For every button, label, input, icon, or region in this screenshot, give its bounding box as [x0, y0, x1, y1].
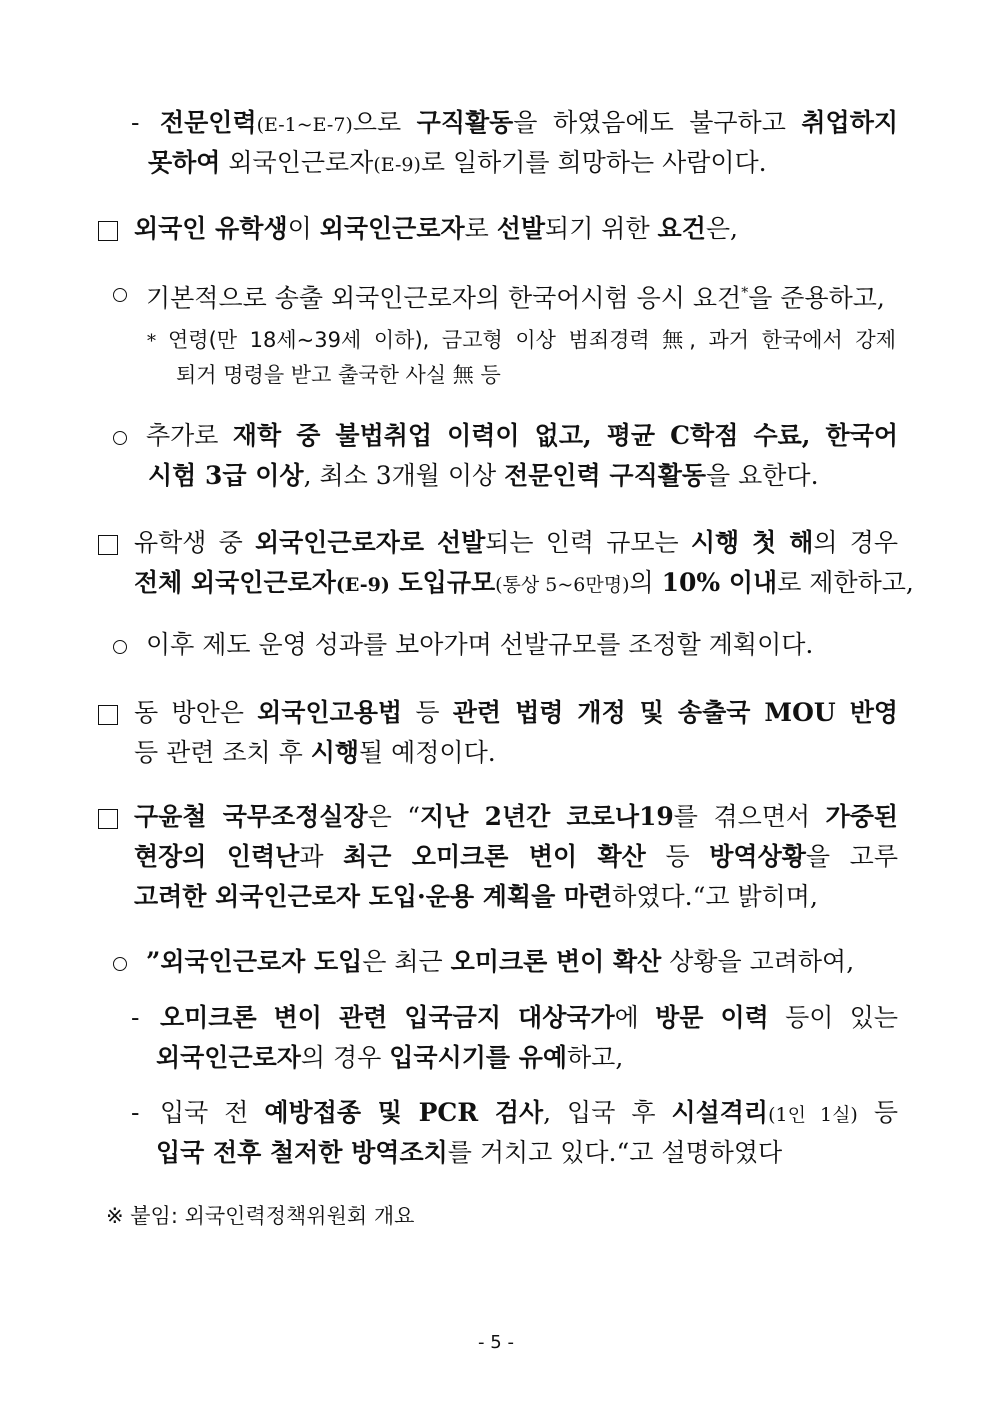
text: 을 하였음에도 불구하고 [513, 108, 802, 137]
text: 의 경우 [813, 528, 898, 557]
bold-text: 구직활동 [416, 108, 514, 137]
bold-text: 구윤철 국무조정실장 [134, 802, 368, 831]
text: 과 [299, 842, 344, 871]
text: 에 [614, 1003, 656, 1032]
note-line: 연령(만 18세~39세 이하), 금고형 이상 범죄경력 無, 과거 한국에서 강제 [168, 328, 896, 352]
footnote-mark: * [741, 285, 749, 301]
square-bullet-icon [98, 535, 118, 555]
text: 될 예정이다. [359, 738, 496, 767]
paragraph-line [156, 1136, 782, 1170]
square-bullet-icon [98, 809, 118, 829]
bold-text: 외국인 유학생 [134, 214, 288, 243]
text: , 입국 후 [543, 1098, 672, 1127]
paragraph-line [134, 696, 898, 730]
text: 외국인근로자 [220, 148, 374, 177]
text: 으로 [352, 108, 417, 137]
bold-text: 시험 3급 이상 [148, 461, 304, 490]
attachment-note: ※ 붙임: 외국인력정책위원회 개요 [106, 1204, 415, 1228]
text: 로 [464, 214, 497, 243]
bold-text: 못하여 [148, 148, 221, 177]
asterisk-marker: * [147, 331, 156, 352]
bold-text: 시설격리 [671, 1098, 769, 1127]
bold-text: 전체 외국인근로자 [134, 568, 336, 597]
text: 의 경우 [300, 1043, 390, 1072]
circle-bullet-icon [113, 431, 127, 445]
paragraph-line [160, 106, 898, 142]
text: 의 [629, 568, 662, 597]
bold-text: 고려한 외국인근로자 도입·운용 계획을 마련 [134, 882, 613, 911]
paragraph-line [134, 800, 898, 834]
paragraph-line [134, 736, 496, 770]
note-line: 퇴거 명령을 받고 출국한 사실 無 등 [176, 363, 501, 387]
bold-text: 지난 2년간 코로나19 [420, 802, 674, 831]
text: 이 [287, 214, 320, 243]
text: 입국 전 [160, 1098, 265, 1127]
bold-text: 방역상황 [709, 842, 806, 871]
text: (E-1~E-7) [256, 114, 353, 136]
bold-text: 예방접종 및 PCR 검사 [264, 1098, 544, 1127]
bold-text: 도입규모 [389, 568, 496, 597]
text: 은 최근 [362, 947, 451, 976]
text: (E-9) [373, 154, 421, 176]
text: 등 [857, 1098, 898, 1127]
paragraph-line [134, 566, 914, 602]
paragraph-line [146, 945, 854, 979]
paragraph-line [134, 526, 898, 560]
paragraph-line [160, 1001, 898, 1035]
circle-bullet-icon [113, 957, 127, 971]
square-bullet-icon [98, 221, 118, 241]
text: 등이 있는 [768, 1003, 899, 1032]
bold-text: (E-9) [335, 574, 390, 596]
text: 등 관련 조치 후 [134, 738, 311, 767]
paragraph-line [134, 840, 898, 874]
text: 하였다.“고 밝히며, [612, 882, 818, 911]
square-bullet-icon [98, 705, 118, 725]
bold-text: 선발 [496, 214, 546, 243]
bold-text: 가중된 [825, 802, 898, 831]
page-number: - 5 - [478, 1332, 514, 1353]
text: 상황을 고려하여, [661, 947, 855, 976]
bold-text: 재학 중 불법취업 이력이 없고, 평균 C학점 수료, 한국어 [232, 421, 898, 450]
dash-marker: - [131, 1098, 140, 1127]
bold-text: 전문인력 [160, 108, 257, 137]
text: (통상 5~6만명) [495, 574, 630, 596]
text: 동 방안은 [134, 698, 258, 727]
bold-text: 방문 이력 [655, 1003, 769, 1032]
circle-bullet-icon [113, 288, 127, 302]
paragraph-line [146, 276, 885, 315]
text: (1인 1실) [768, 1104, 858, 1126]
bold-text: 오미크론 변이 확산 [450, 947, 662, 976]
text: 되는 인력 규모는 [485, 528, 691, 557]
paragraph-line: 이후 제도 운영 성과를 보아가며 선발규모를 조정할 계획이다. [146, 630, 814, 659]
bold-text: 관련 법령 개정 및 송출국 MOU 반영 [452, 698, 899, 727]
paragraph-line [134, 880, 818, 914]
text: 은, [705, 214, 738, 243]
text: 로 제한하고, [777, 568, 914, 597]
bold-text: 현장의 인력난 [134, 842, 300, 871]
text: 을 준용하고, [748, 283, 885, 313]
dash-marker: - [131, 1003, 140, 1032]
text: 되기 위한 [545, 214, 658, 243]
bold-text: 요건 [657, 214, 706, 243]
circle-bullet-icon [113, 640, 127, 654]
bold-text: 외국인근로자 [319, 214, 465, 243]
text: 추가로 [146, 421, 233, 450]
bold-text: 10% 이내 [661, 568, 778, 597]
text: 를 거치고 있다.“고 설명하였다 [447, 1138, 783, 1167]
bold-text: 취업하지 [801, 108, 899, 137]
paragraph-line [160, 1096, 898, 1132]
text: 을 요한다. [706, 461, 819, 490]
paragraph-line [134, 212, 738, 246]
bold-text: 외국인고용법 [257, 698, 403, 727]
paragraph-line [148, 459, 819, 493]
text: , 최소 3개월 이상 [303, 461, 505, 490]
paragraph-line [146, 419, 898, 453]
bold-text: 오미크론 변이 관련 입국금지 대상국가 [160, 1003, 615, 1032]
text: 등 [645, 842, 710, 871]
text: 로 일하기를 희망하는 사람이다. [420, 148, 767, 177]
text: 유학생 중 [134, 528, 255, 557]
text: 을 고루 [805, 842, 898, 871]
bold-text: 시행 첫 해 [690, 528, 814, 557]
bold-text: 시행 [310, 738, 360, 767]
bold-text: 입국시기를 유예 [389, 1043, 568, 1072]
bold-text: 전문인력 구직활동 [504, 461, 707, 490]
text: 등 [402, 698, 453, 727]
text: 기본적으로 송출 외국인근로자의 한국어시험 응시 요건 [146, 283, 742, 313]
text: 를 겪으면서 [673, 802, 826, 831]
text: 하고, [567, 1043, 624, 1072]
dash-marker: - [131, 108, 140, 137]
paragraph-line [156, 1041, 623, 1075]
bold-text: 외국인근로자로 선발 [254, 528, 486, 557]
bold-text: ”외국인근로자 도입 [146, 947, 363, 976]
bold-text: 외국인근로자 [156, 1043, 301, 1072]
bold-text: 입국 전후 철저한 방역조치 [156, 1138, 448, 1167]
paragraph-line [148, 146, 767, 182]
text: 은 “ [367, 802, 421, 831]
bold-text: 최근 오미크론 변이 확산 [343, 842, 646, 871]
